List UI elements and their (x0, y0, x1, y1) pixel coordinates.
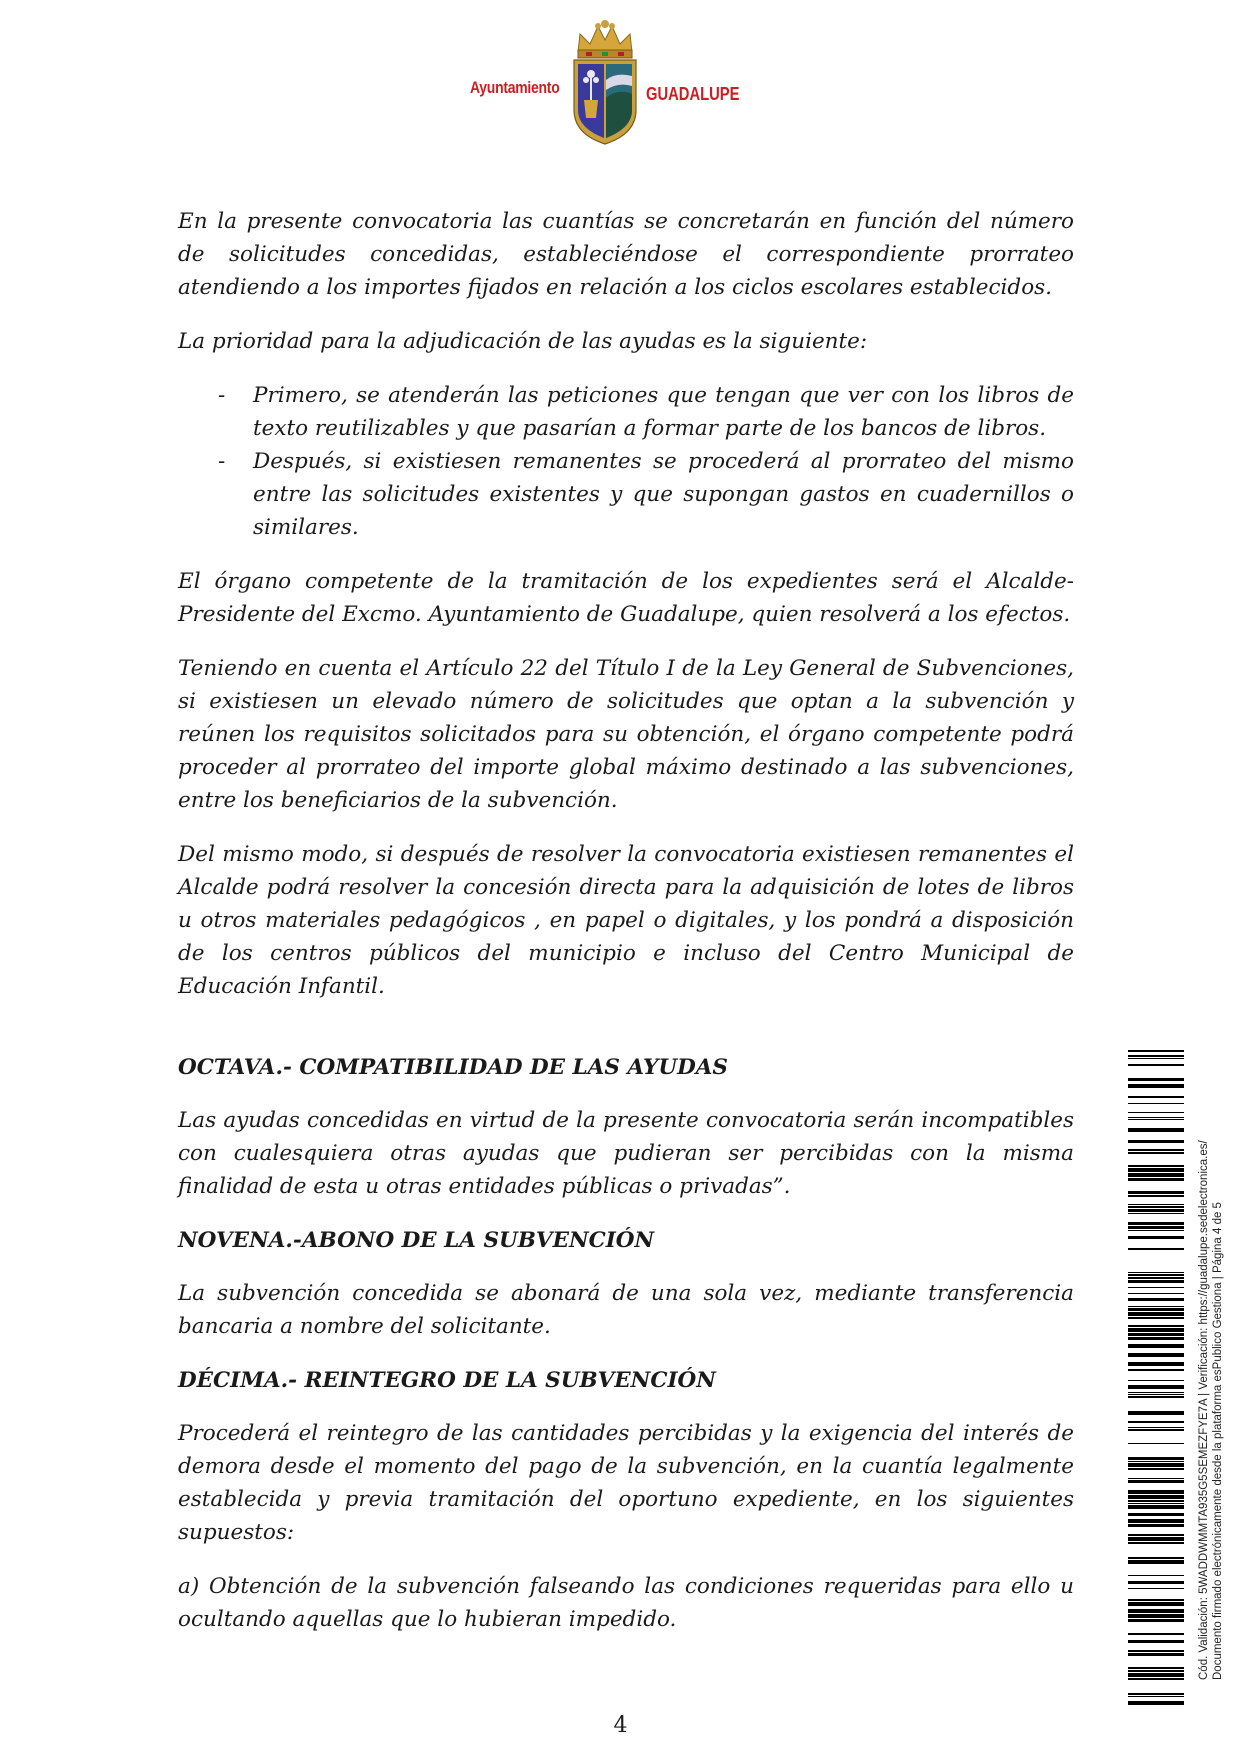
section-spacer (178, 1003, 1074, 1051)
priority-list (178, 379, 1074, 544)
paragraph-abono: La subvención concedida se abonará de una sola vez, mediante transferencia bancaria a nombre del solicitante. (178, 1281, 1074, 1339)
paragraph-remanentes: Del mismo modo, si después de resolver la convocatoria existiesen remanentes el Alcalde podrá resolver la concesión directa para la adquisición de lotes de libros u otros materiales pedagógicos , en papel o digitales, y los pondrá a disposición de los centros públicos del municipio e incluso del Centro Municipal de Educación Infantil. (178, 842, 1074, 999)
org-name-left: Ayuntamiento (470, 78, 560, 97)
verification-line-2: Documento firmado electrónicamente desde la plataforma esPublico Gestiona | Página 4 de 5 (1212, 1202, 1224, 1680)
paragraph-compatibilidad: Las ayudas concedidas en virtud de la presente convocatoria serán incompatibles con cualesquiera otras ayudas que pudieran ser percibidas con la misma finalidad de esta u otras entidades públicas o privadas”. (178, 1108, 1074, 1199)
heading-octava: OCTAVA.- COMPATIBILIDAD DE LAS AYUDAS (178, 1055, 728, 1080)
document-body (178, 205, 1074, 1636)
verification-text (1197, 1040, 1225, 1680)
barcode-icon (1128, 1050, 1184, 1705)
paragraph-articulo: Teniendo en cuenta el Artículo 22 del Título I de la Ley General de Subvenciones, si existiesen un elevado número de solicitudes que optan a la subvención y reúnen los requisitos solicitados para su obtención, el órgano competente podrá proceder al prorrateo del importe global máximo destinado a las subvenciones, entre los beneficiarios de la subvención. (178, 656, 1074, 813)
heading-novena: NOVENA.-ABONO DE LA SUBVENCIÓN (178, 1228, 655, 1253)
paragraph-reintegro: Procederá el reintegro de las cantidades percibidas y la exigencia del interés de demora desde el momento del pago de la subvención, en la cuantía legalmente establecida y previa tramitación del oportuno expediente, en los siguientes supuestos: (178, 1421, 1074, 1545)
page-number: 4 (613, 1713, 628, 1738)
paragraph-cuantias: En la presente convocatoria las cuantías se concretarán en función del número de solicitudes concedidas, estableciéndose el correspondiente prorrateo atendiendo a los importes fijados en relación a los ciclos escolares establecidos. (178, 209, 1074, 300)
heading-decima: DÉCIMA.- REINTEGRO DE LA SUBVENCIÓN (178, 1368, 716, 1393)
paragraph-prioridad: La prioridad para la adjudicación de las ayudas es la siguiente: (178, 329, 868, 354)
verification-line-1: Cód. Validación: 5WADDWMMTA935G5SEMEZFYE7A | Verificación: https://guadalupe.sedelectronica.es/ (1198, 1140, 1210, 1680)
list-item: - Después, si existiesen remanentes se procederá al prorrateo del mismo entre las solicitudes existentes y que supongan gastos en cuadernillos o similares. (178, 445, 1074, 544)
org-name-right: GUADALUPE (646, 84, 740, 104)
page-header (0, 18, 1241, 148)
paragraph-supuesto-a: a) Obtención de la subvención falseando las condiciones requeridas para ello u ocultando aquellas que lo hubieran impedido. (178, 1574, 1074, 1632)
coat-of-arms-icon (566, 18, 644, 146)
list-item: - Primero, se atenderán las peticiones que tengan que ver con los libros de texto reutilizables y que pasarían a formar parte de los bancos de libros. (178, 379, 1074, 445)
paragraph-organo: El órgano competente de la tramitación de los expedientes será el Alcalde-Presidente del Excmo. Ayuntamiento de Guadalupe, quien resolverá a los efectos. (178, 569, 1074, 627)
